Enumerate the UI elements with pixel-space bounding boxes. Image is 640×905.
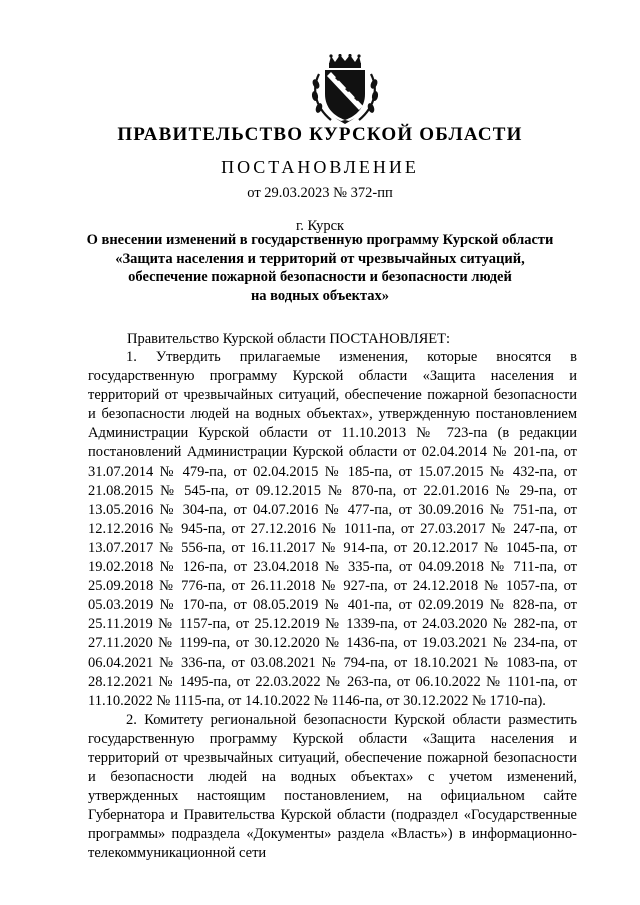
government-name: ПРАВИТЕЛЬСТВО КУРСКОЙ ОБЛАСТИ xyxy=(117,124,523,145)
resolution-intro: Правительство Курской области ПОСТАНОВЛЯЕТ: xyxy=(127,331,451,347)
document-type: ПОСТАНОВЛЕНИЕ xyxy=(221,157,419,177)
document-title xyxy=(80,231,560,305)
paragraph-1: 1. Утвердить прилагаемые изменения, которые вносятся в государственную программу Курской области «Защита населения и территорий от чрезвычайных ситуаций, обеспечение пожарной безопасности и безопасности людей на водных объектах», утвержденную постановлением Администрации Курской области от 11.10.2013 № 723-па (в редакции постановлений Администрации Курской области от 02.04.2014 № 201-па, от 31.07.2014 № 479-па, от 02.04.2015 № 185-па, от 15.07.2015 № 432-па, от 21.08.2015 № 545-па, от 09.12.2015 № 870-па, от 22.01.2016 № 29-па, от 13.05.2016 № 304-па, от 04.07.2016 № 477-па, от 30.09.2016 № 751-па, от 12.12.2016 № 945-па, от 27.12.2016 № 1011-па, от 27.03.2017 № 247-па, от 13.07.2017 № 556-па, от 16.11.2017 № 914-па, от 20.12.2017 № 1045-па, от 19.02.2018 № 126-па, от 23.04.2018 № 335-па, от 04.09.2018 № 711-па, от 25.09.2018 № 776-па, от 26.11.2018 № 927-па, от 24.12.2018 № 1057-па, от 05.03.2019 № 170-па, от 08.05.2019 № 401-па, от 02.09.2019 № 828-па, от 25.11.2019 № 1157-па, от 25.12.2019 № 1339-па, от 24.03.2020 № 282-па, от 27.11.2020 № 1199-па, от 30.12.2020 № 1436-па, от 19.03.2021 № 234-па, от 06.04.2021 № 336-па, от 03.08.2021 № 794-па, от 18.10.2021 № 1083-па, от 28.12.2021 № 1495-па, от 22.03.2022 № 263-па, от 06.10.2022 № 1101-па, от 11.10.2022 № 1115-па, от 14.10.2022 № 1146-па, от 30.12.2022 № 1710-па). xyxy=(88,349,577,709)
title-line: «Защита населения и территорий от чрезвычайных ситуаций, xyxy=(115,250,525,267)
kursk-coat-of-arms-icon xyxy=(309,54,381,126)
title-line: О внесении изменений в государственную программу Курской области xyxy=(86,232,554,248)
paragraph-2: 2. Комитету региональной безопасности Курской области разместить государственную программу Курской области «Защита населения и территорий от чрезвычайных ситуаций, обеспечение пожарной безопасности и безопасности людей на водных объектах» с учетом изменений, утвержденных настоящим постановлением, на официальном сайте Губернатора и Правительства Курской области (подраздел «Государственные программы» подраздела «Документы» раздела «Власть») в информационно-телекоммуникационной сети xyxy=(88,711,577,862)
document-number: от 29.03.2023 № 372-пп xyxy=(247,185,393,201)
title-line: обеспечение пожарной безопасности и безопасности людей xyxy=(128,269,512,285)
title-line: на водных объектах» xyxy=(250,287,390,304)
document-city: г. Курск xyxy=(295,218,345,234)
document-body xyxy=(88,348,577,864)
